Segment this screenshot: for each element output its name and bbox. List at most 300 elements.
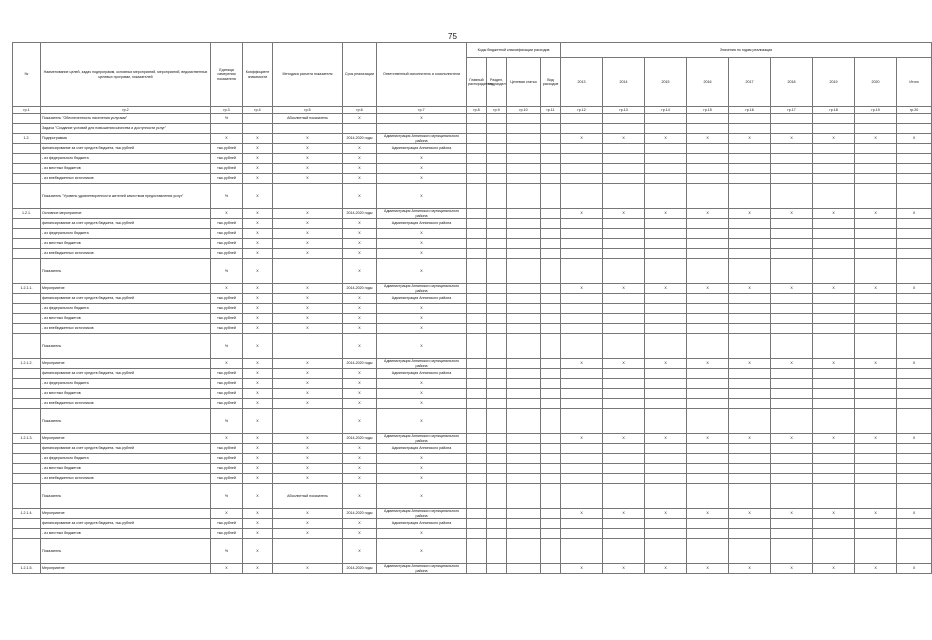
row-budget-code [467, 334, 487, 359]
row-year-value [771, 529, 813, 539]
row-year-value [645, 314, 687, 324]
row-executor: X [377, 114, 467, 124]
column-number: гр.14 [645, 107, 687, 114]
col-glavn: Главный распорядитель [467, 58, 487, 107]
row-name: - из местных бюджетов [41, 164, 211, 174]
row-method: X [273, 379, 343, 389]
row-year-value [561, 464, 603, 474]
row-year-value: X [855, 284, 897, 294]
row-number [13, 389, 41, 399]
row-year-value [729, 484, 771, 509]
row-budget-code [507, 304, 541, 314]
row-name: Показатель [41, 334, 211, 359]
row-year-value [687, 379, 729, 389]
row-coef: X [243, 229, 273, 239]
table-row [13, 134, 932, 144]
row-year-value [645, 324, 687, 334]
row-name: - из местных бюджетов [41, 314, 211, 324]
row-year-value [771, 314, 813, 324]
row-budget-code [467, 114, 487, 124]
row-year-value [855, 484, 897, 509]
row-period: X [343, 369, 377, 379]
row-year-value [603, 399, 645, 409]
row-year-value [687, 154, 729, 164]
row-period: X [343, 314, 377, 324]
row-year-value [771, 379, 813, 389]
row-year-value [771, 454, 813, 464]
row-budget-code [467, 259, 487, 284]
row-executor: X [377, 334, 467, 359]
row-period: X [343, 519, 377, 529]
row-year-value [603, 409, 645, 434]
row-year-value [855, 529, 897, 539]
row-year-value [813, 399, 855, 409]
row-period: 2014-2020 годы [343, 564, 377, 574]
row-budget-code [487, 229, 507, 239]
row-year-value [687, 519, 729, 529]
table-row [13, 539, 932, 564]
row-year-value [771, 249, 813, 259]
row-budget-code [507, 509, 541, 519]
row-budget-code [487, 114, 507, 124]
row-name: - из внебюджетных источников [41, 249, 211, 259]
col-year: 2015 [645, 58, 687, 107]
row-budget-code [487, 359, 507, 369]
row-period: X [343, 184, 377, 209]
row-year-value [687, 294, 729, 304]
row-unit: тыс.рублей [211, 399, 243, 409]
row-year-value [855, 464, 897, 474]
row-budget-code [507, 464, 541, 474]
row-coef: X [243, 249, 273, 259]
column-number: гр.20 [897, 107, 932, 114]
row-year-value [813, 154, 855, 164]
row-year-value [771, 399, 813, 409]
row-year-value: X [561, 134, 603, 144]
row-budget-code [487, 259, 507, 284]
row-year-value [855, 539, 897, 564]
row-year-value [855, 314, 897, 324]
row-unit: тыс.рублей [211, 304, 243, 314]
col-year: 2017 [729, 58, 771, 107]
row-coef: X [243, 474, 273, 484]
row-year-value [729, 144, 771, 154]
row-budget-code [487, 529, 507, 539]
row-year-value [813, 409, 855, 434]
row-number [13, 474, 41, 484]
row-year-value [813, 304, 855, 314]
row-year-value [729, 154, 771, 164]
row-year-value [771, 154, 813, 164]
row-unit: тыс.рублей [211, 294, 243, 304]
row-year-value [687, 239, 729, 249]
row-budget-code [467, 484, 487, 509]
row-coef: X [243, 144, 273, 154]
row-method [273, 539, 343, 564]
row-year-value [561, 144, 603, 154]
table-row [13, 249, 932, 259]
table-row [13, 239, 932, 249]
table-row [13, 294, 932, 304]
row-budget-code [467, 379, 487, 389]
row-unit: X [211, 434, 243, 444]
row-year-value [855, 474, 897, 484]
row-year-value [687, 399, 729, 409]
row-year-value [729, 324, 771, 334]
row-year-value: X [687, 359, 729, 369]
row-unit: тыс.рублей [211, 229, 243, 239]
row-year-value [561, 539, 603, 564]
row-total [897, 174, 932, 184]
column-number: гр.11 [541, 107, 561, 114]
row-year-value: X [603, 509, 645, 519]
row-year-value [645, 379, 687, 389]
row-year-value: X [729, 284, 771, 294]
row-budget-code [541, 239, 561, 249]
row-year-value [729, 529, 771, 539]
table-row [13, 369, 932, 379]
row-year-value [561, 399, 603, 409]
row-number [13, 399, 41, 409]
row-period: X [343, 409, 377, 434]
row-unit: тыс.рублей [211, 519, 243, 529]
row-name: - из федерального бюджета [41, 154, 211, 164]
row-year-value [729, 249, 771, 259]
row-year-value [603, 389, 645, 399]
row-year-value [813, 174, 855, 184]
row-year-value [561, 529, 603, 539]
row-number [13, 444, 41, 454]
table-row [13, 379, 932, 389]
row-method: X [273, 454, 343, 464]
row-budget-code [487, 209, 507, 219]
row-coef: X [243, 539, 273, 564]
row-budget-code [467, 174, 487, 184]
col-year: 2013 [561, 58, 603, 107]
row-name: финансирование за счет средств бюджета, тыс.рублей [41, 144, 211, 154]
row-year-value [771, 519, 813, 529]
row-unit: % [211, 539, 243, 564]
row-name: Показатель [41, 539, 211, 564]
row-method: X [273, 369, 343, 379]
row-year-value [855, 334, 897, 359]
row-total: X [897, 209, 932, 219]
row-budget-code [541, 379, 561, 389]
row-unit: тыс.рублей [211, 389, 243, 399]
row-year-value [561, 304, 603, 314]
row-period: X [343, 174, 377, 184]
row-year-value [603, 454, 645, 464]
row-budget-code [487, 174, 507, 184]
row-year-value: X [561, 509, 603, 519]
row-total [897, 474, 932, 484]
row-budget-code [467, 239, 487, 249]
row-executor: X [377, 314, 467, 324]
row-year-value: X [813, 564, 855, 574]
row-total [897, 369, 932, 379]
row-year-value [855, 219, 897, 229]
row-year-value [687, 144, 729, 154]
row-budget-code [541, 359, 561, 369]
row-year-value [687, 389, 729, 399]
row-executor: X [377, 539, 467, 564]
row-year-value [561, 324, 603, 334]
row-method: X [273, 434, 343, 444]
row-period: X [343, 444, 377, 454]
row-year-value [855, 304, 897, 314]
row-year-value [729, 474, 771, 484]
table-body [13, 107, 932, 574]
row-total [897, 219, 932, 229]
row-coef: X [243, 509, 273, 519]
row-year-value: X [813, 359, 855, 369]
row-year-value: X [813, 284, 855, 294]
row-budget-code [541, 519, 561, 529]
row-year-value [645, 219, 687, 229]
row-year-value [855, 409, 897, 434]
table-row [13, 114, 932, 124]
row-year-value [645, 294, 687, 304]
row-year-value [687, 304, 729, 314]
row-unit: тыс.рублей [211, 324, 243, 334]
row-executor [377, 124, 467, 134]
row-budget-code [541, 324, 561, 334]
row-year-value [813, 114, 855, 124]
row-budget-code [541, 454, 561, 464]
row-executor: X [377, 324, 467, 334]
row-year-value: X [729, 359, 771, 369]
row-number [13, 239, 41, 249]
row-budget-code [467, 434, 487, 444]
row-year-value [729, 409, 771, 434]
column-number-row [13, 107, 932, 114]
row-year-value: X [645, 209, 687, 219]
row-year-value [855, 154, 897, 164]
row-year-value [855, 399, 897, 409]
row-name: - из федерального бюджета [41, 229, 211, 239]
row-method: X [273, 529, 343, 539]
row-year-value [771, 304, 813, 314]
row-number [13, 249, 41, 259]
row-period: X [343, 154, 377, 164]
row-budget-code [487, 304, 507, 314]
column-number: гр.16 [729, 107, 771, 114]
row-unit: тыс.рублей [211, 154, 243, 164]
row-unit: тыс.рублей [211, 454, 243, 464]
row-year-value [771, 229, 813, 239]
row-name: - из местных бюджетов [41, 239, 211, 249]
row-unit: X [211, 359, 243, 369]
row-executor: X [377, 529, 467, 539]
row-year-value [645, 539, 687, 564]
row-budget-code [467, 284, 487, 294]
row-coef: X [243, 209, 273, 219]
row-year-value: X [687, 284, 729, 294]
row-executor: X [377, 409, 467, 434]
table-row [13, 474, 932, 484]
row-budget-code [507, 174, 541, 184]
row-year-value [687, 539, 729, 564]
row-year-value [855, 144, 897, 154]
row-year-value [561, 519, 603, 529]
row-budget-code [507, 389, 541, 399]
row-year-value [645, 174, 687, 184]
row-name: - из внебюджетных источников [41, 324, 211, 334]
row-number [13, 114, 41, 124]
row-total [897, 334, 932, 359]
row-total [897, 454, 932, 464]
row-executor: X [377, 184, 467, 209]
row-year-value [813, 249, 855, 259]
row-budget-code [507, 324, 541, 334]
row-coef: X [243, 324, 273, 334]
row-year-value [855, 239, 897, 249]
row-unit: тыс.рублей [211, 369, 243, 379]
row-coef: X [243, 334, 273, 359]
row-budget-code [507, 229, 541, 239]
row-number [13, 154, 41, 164]
row-number: 1.2.1.2. [13, 359, 41, 369]
row-total [897, 154, 932, 164]
row-budget-code [467, 304, 487, 314]
row-number [13, 464, 41, 474]
row-year-value [771, 219, 813, 229]
row-name: Подпрограмма [41, 134, 211, 144]
col-period: Срок реализации [343, 43, 377, 107]
row-budget-code [507, 434, 541, 444]
row-budget-code [507, 409, 541, 434]
row-year-value [771, 334, 813, 359]
row-year-value: X [771, 134, 813, 144]
column-number: гр.5 [273, 107, 343, 114]
row-year-value [813, 519, 855, 529]
row-budget-code [487, 509, 507, 519]
row-year-value: X [603, 359, 645, 369]
row-name: - из федерального бюджета [41, 304, 211, 314]
row-budget-code [507, 144, 541, 154]
row-year-value [561, 474, 603, 484]
row-period: X [343, 464, 377, 474]
row-budget-code [541, 389, 561, 399]
row-method: X [273, 519, 343, 529]
row-budget-code [487, 454, 507, 464]
row-year-value [561, 184, 603, 209]
row-executor: X [377, 249, 467, 259]
row-unit: тыс.рублей [211, 444, 243, 454]
row-year-value [561, 314, 603, 324]
row-year-value: X [603, 564, 645, 574]
row-year-value [603, 114, 645, 124]
row-year-value: X [561, 359, 603, 369]
row-total: X [897, 564, 932, 574]
row-budget-code [541, 369, 561, 379]
row-method: X [273, 564, 343, 574]
table-row [13, 324, 932, 334]
row-year-value [855, 229, 897, 239]
row-budget-code [487, 164, 507, 174]
row-year-value [645, 484, 687, 509]
table-row [13, 359, 932, 369]
row-executor: X [377, 174, 467, 184]
row-year-value [855, 389, 897, 399]
row-year-value: X [729, 564, 771, 574]
row-year-value [561, 164, 603, 174]
row-unit: тыс.рублей [211, 219, 243, 229]
row-budget-code [467, 564, 487, 574]
row-year-value [687, 334, 729, 359]
row-year-value [729, 369, 771, 379]
row-number [13, 174, 41, 184]
row-name: финансирование за счет средств бюджета, тыс.рублей [41, 294, 211, 304]
row-total [897, 409, 932, 434]
col-coef: Коэффициент значимости [243, 43, 273, 107]
row-budget-code [487, 134, 507, 144]
row-name: финансирование за счет средств бюджета, тыс.рублей [41, 444, 211, 454]
row-coef: X [243, 294, 273, 304]
row-budget-code [541, 399, 561, 409]
row-total: X [897, 434, 932, 444]
row-year-value: X [687, 134, 729, 144]
row-method: X [273, 134, 343, 144]
row-year-value: X [813, 134, 855, 144]
row-number [13, 454, 41, 464]
row-coef: X [243, 304, 273, 314]
row-year-value: X [855, 359, 897, 369]
row-coef: X [243, 454, 273, 464]
row-year-value [561, 409, 603, 434]
row-method: X [273, 144, 343, 154]
row-budget-code [541, 334, 561, 359]
row-total [897, 294, 932, 304]
row-coef: X [243, 284, 273, 294]
row-year-value [603, 519, 645, 529]
row-coef: X [243, 444, 273, 454]
row-year-value [813, 294, 855, 304]
row-year-value [561, 369, 603, 379]
row-budget-code [467, 444, 487, 454]
table-row [13, 399, 932, 409]
row-budget-code [467, 409, 487, 434]
row-coef: X [243, 409, 273, 434]
row-year-value [645, 464, 687, 474]
row-year-value [771, 259, 813, 284]
row-budget-code [507, 379, 541, 389]
row-year-value: X [855, 434, 897, 444]
row-number: 1.2.1.4. [13, 509, 41, 519]
row-number [13, 294, 41, 304]
row-year-value [603, 294, 645, 304]
row-budget-code [541, 209, 561, 219]
row-budget-code [467, 229, 487, 239]
row-unit: тыс.рублей [211, 239, 243, 249]
row-number: 1.2.1.5. [13, 564, 41, 574]
row-year-value [855, 454, 897, 464]
row-number [13, 164, 41, 174]
row-total [897, 144, 932, 154]
row-period: X [343, 474, 377, 484]
row-budget-code [467, 324, 487, 334]
row-name: - из внебюджетных источников [41, 174, 211, 184]
row-budget-code [487, 369, 507, 379]
row-year-value [645, 239, 687, 249]
row-year-value [771, 444, 813, 454]
row-budget-code [541, 314, 561, 324]
group-values: Значения по годам реализации [561, 43, 932, 58]
row-year-value [561, 389, 603, 399]
row-year-value [645, 454, 687, 464]
row-total [897, 229, 932, 239]
row-year-value [729, 174, 771, 184]
